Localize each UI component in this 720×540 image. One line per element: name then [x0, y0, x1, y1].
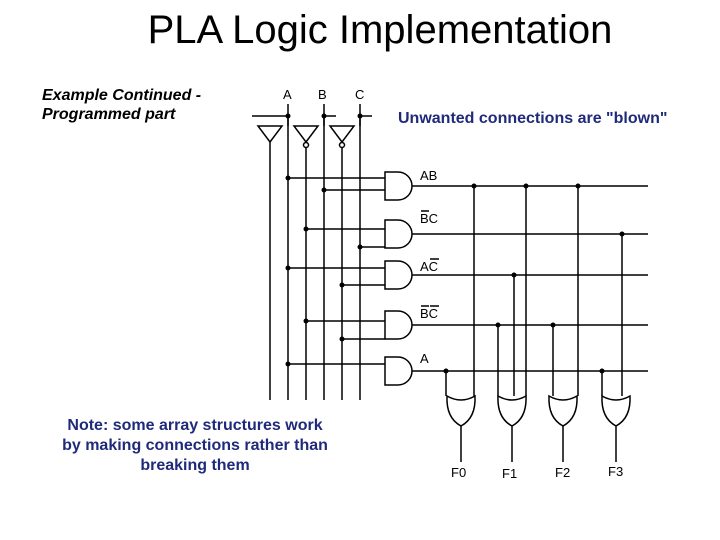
input-label-a: A [283, 87, 292, 102]
connection-dot [600, 369, 605, 374]
buffer-b-icon [294, 126, 318, 142]
connection-dot [286, 114, 291, 119]
connection-dot [620, 232, 625, 237]
and-gate-icon [385, 220, 412, 248]
output-label-f3: F3 [608, 464, 624, 479]
term-label: AB [420, 168, 438, 183]
connection-dot [576, 184, 581, 189]
term-label: AC [420, 259, 439, 274]
connection-dot [304, 319, 309, 324]
or-gate-f0-icon [447, 396, 475, 426]
array-structure-note: Note: some array structures work by making connections rather than breaking them [62, 417, 328, 474]
inverter-c-bubble [340, 143, 345, 148]
and-gate-icon [385, 357, 412, 385]
connection-dot [496, 323, 501, 328]
input-label-b: B [318, 87, 327, 102]
term-label: BC [420, 306, 439, 321]
connection-dot [340, 337, 345, 342]
connection-dot [358, 114, 363, 119]
connection-dot [512, 273, 517, 278]
page-title: PLA Logic Implementation [147, 8, 613, 52]
term-label: BC [420, 211, 439, 226]
connection-dot [322, 188, 327, 193]
buffer-a-icon [258, 126, 282, 142]
connection-dot [322, 114, 327, 119]
connection-dot [524, 184, 529, 189]
connection-dot [444, 369, 449, 374]
blown-connections-notice: Unwanted connections are "blown" [398, 110, 668, 127]
connection-dot [551, 323, 556, 328]
term-label: A [420, 351, 429, 366]
or-gate-f1-icon [498, 396, 526, 426]
output-label-f0: F0 [451, 465, 467, 480]
connection-dot [472, 184, 477, 189]
or-gate-f3-icon [602, 396, 630, 426]
connection-dot [286, 362, 291, 367]
and-gate-icon [385, 311, 412, 339]
connection-dot [286, 266, 291, 271]
subtitle: Example Continued - Programmed part [42, 87, 202, 123]
buffer-c-icon [330, 126, 354, 142]
output-label-f1: F1 [502, 466, 518, 481]
and-gate-icon [385, 172, 412, 200]
connection-dot [304, 227, 309, 232]
input-label-c: C [355, 87, 365, 102]
output-label-f2: F2 [555, 465, 571, 480]
connection-dot [340, 283, 345, 288]
connection-dot [286, 176, 291, 181]
and-gate-icon [385, 261, 412, 289]
inverter-b-bubble [304, 143, 309, 148]
or-gate-f2-icon [549, 396, 577, 426]
connection-dot [358, 245, 363, 250]
